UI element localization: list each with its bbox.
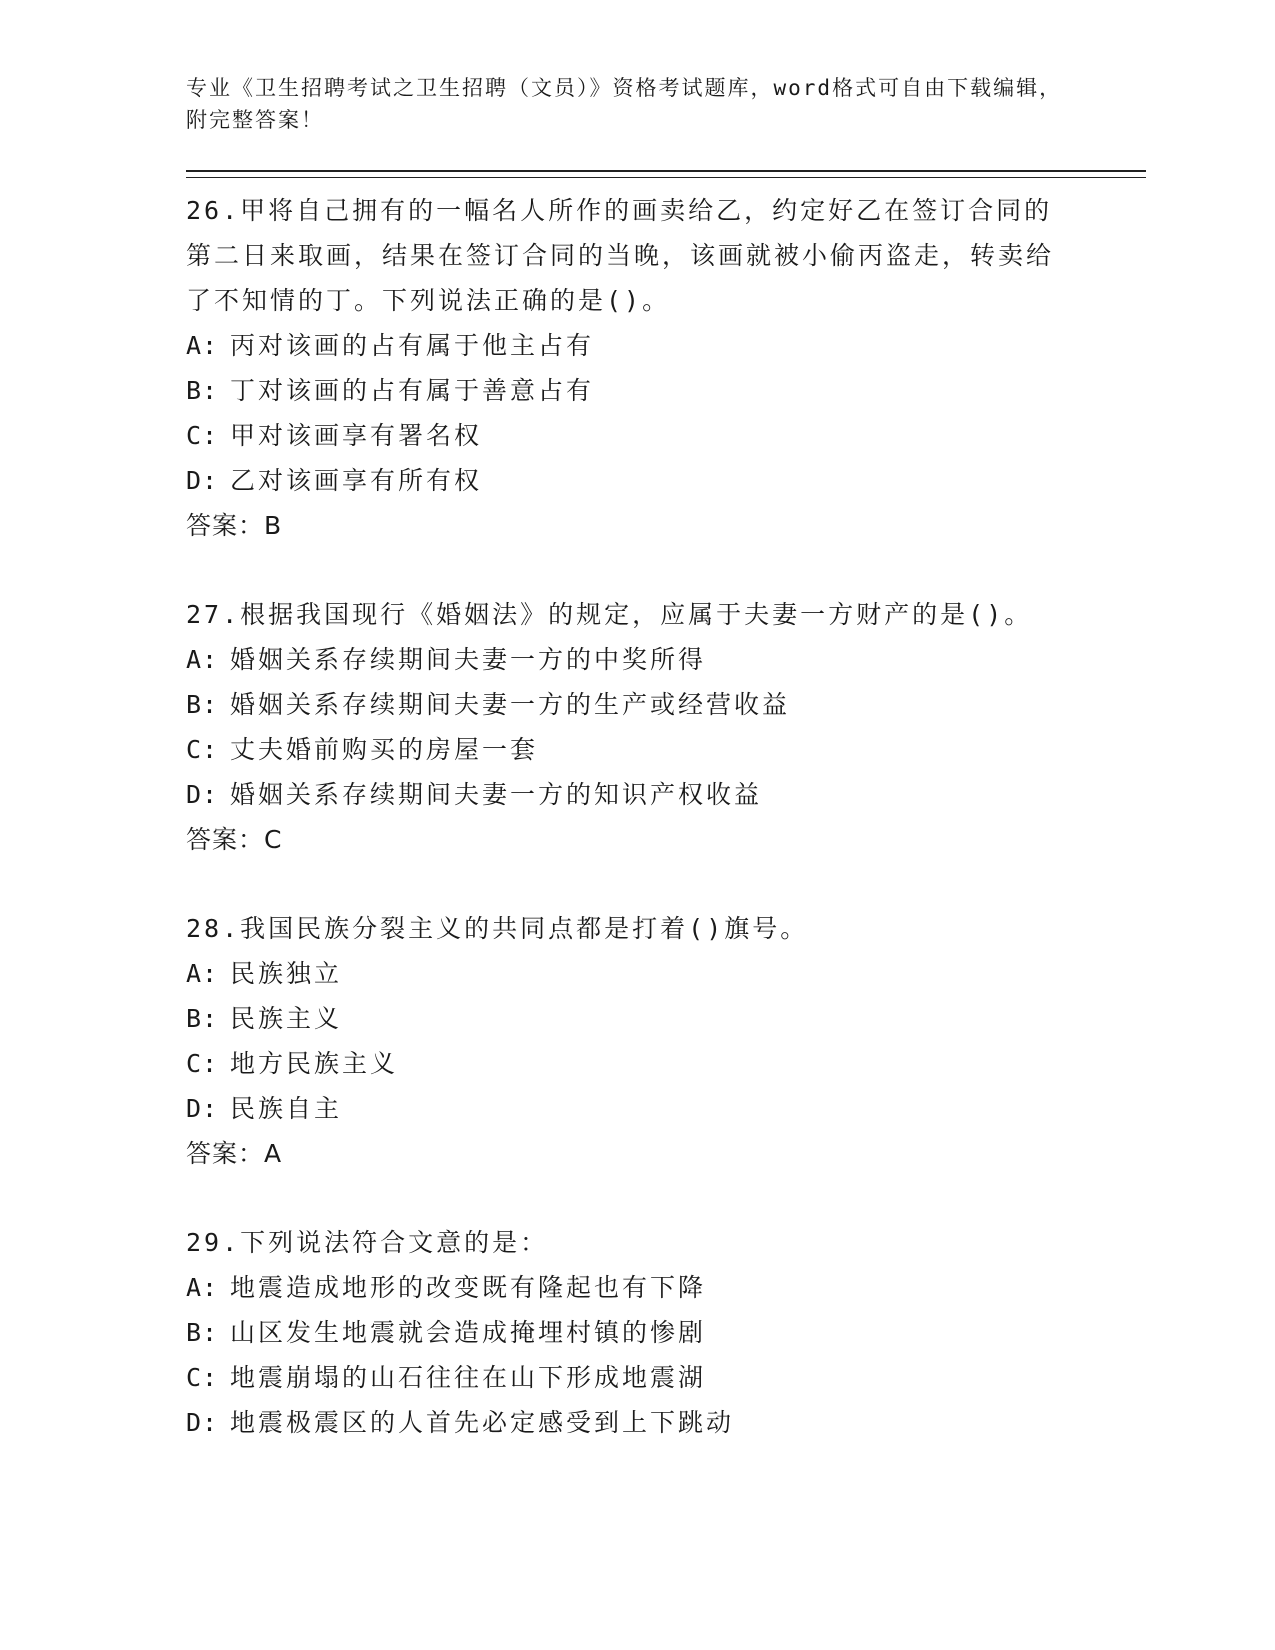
- option-letter: C:: [186, 421, 219, 450]
- question-stem: 26.甲将自己拥有的一幅名人所作的画卖给乙，约定好乙在签订合同的第二日来取画，结果在签订合同的当晚，该画就被小偷丙盗走，转卖给了不知情的丁。下列说法正确的是()。: [186, 196, 1055, 315]
- option-text: 地方民族主义: [230, 1049, 399, 1078]
- option-text: 乙对该画享有所有权: [230, 466, 483, 495]
- option-text: 婚姻关系存续期间夫妻一方的中奖所得: [230, 645, 707, 674]
- option-c: [186, 1041, 1146, 1086]
- option-text: 民族独立: [230, 959, 343, 988]
- answer-line: 答案：A: [186, 1139, 283, 1168]
- option-d: [186, 1400, 1146, 1445]
- option-letter: D:: [186, 780, 219, 809]
- option-a: [186, 637, 1146, 682]
- question-27: [186, 592, 1146, 862]
- option-letter: C:: [186, 735, 219, 764]
- option-text: 地震崩塌的山石往往在山下形成地震湖: [230, 1363, 707, 1392]
- option-text: 丁对该画的占有属于善意占有: [230, 376, 595, 405]
- option-d: [186, 772, 1146, 817]
- question-stem: 28.我国民族分裂主义的共同点都是打着()旗号。: [186, 914, 809, 943]
- option-text: 民族主义: [230, 1004, 343, 1033]
- question-29: [186, 1220, 1146, 1445]
- option-b: [186, 996, 1146, 1041]
- option-text: 民族自主: [230, 1094, 343, 1123]
- answer-line: 答案：B: [186, 511, 283, 540]
- option-letter: B:: [186, 376, 219, 405]
- option-text: 甲对该画享有署名权: [230, 421, 483, 450]
- option-c: [186, 727, 1146, 772]
- answer-line: 答案：C: [186, 825, 283, 854]
- option-text: 婚姻关系存续期间夫妻一方的知识产权收益: [230, 780, 763, 809]
- option-text: 地震极震区的人首先必定感受到上下跳动: [230, 1408, 735, 1437]
- question-stem: 27.根据我国现行《婚姻法》的规定，应属于夫妻一方财产的是()。: [186, 600, 1033, 629]
- option-letter: B:: [186, 1318, 219, 1347]
- question-28: [186, 906, 1146, 1176]
- option-letter: A:: [186, 1273, 219, 1302]
- option-a: [186, 323, 1146, 368]
- document-header: 专业《卫生招聘考试之卫生招聘（文员）》资格考试题库，word格式可自由下载编辑，附完整答案！: [186, 76, 1063, 132]
- option-text: 丈夫婚前购买的房屋一套: [230, 735, 539, 764]
- option-b: [186, 368, 1146, 413]
- option-letter: C:: [186, 1049, 219, 1078]
- option-b: [186, 1310, 1146, 1355]
- option-letter: A:: [186, 331, 219, 360]
- option-text: 丙对该画的占有属于他主占有: [230, 331, 595, 360]
- option-c: [186, 413, 1146, 458]
- option-b: [186, 682, 1146, 727]
- option-text: 山区发生地震就会造成掩埋村镇的惨剧: [230, 1318, 707, 1347]
- header-divider: [186, 170, 1146, 178]
- option-letter: B:: [186, 1004, 219, 1033]
- option-text: 婚姻关系存续期间夫妻一方的生产或经营收益: [230, 690, 791, 719]
- option-d: [186, 458, 1146, 503]
- option-letter: D:: [186, 1408, 219, 1437]
- document-page: [186, 72, 1146, 1445]
- option-letter: A:: [186, 645, 219, 674]
- question-26: [186, 188, 1146, 548]
- option-a: [186, 951, 1146, 996]
- option-letter: D:: [186, 1094, 219, 1123]
- option-letter: C:: [186, 1363, 219, 1392]
- option-letter: A:: [186, 959, 219, 988]
- option-d: [186, 1086, 1146, 1131]
- option-letter: B:: [186, 690, 219, 719]
- question-stem: 29.下列说法符合文意的是：: [186, 1228, 549, 1257]
- option-c: [186, 1355, 1146, 1400]
- option-text: 地震造成地形的改变既有隆起也有下降: [230, 1273, 707, 1302]
- option-letter: D:: [186, 466, 219, 495]
- option-a: [186, 1265, 1146, 1310]
